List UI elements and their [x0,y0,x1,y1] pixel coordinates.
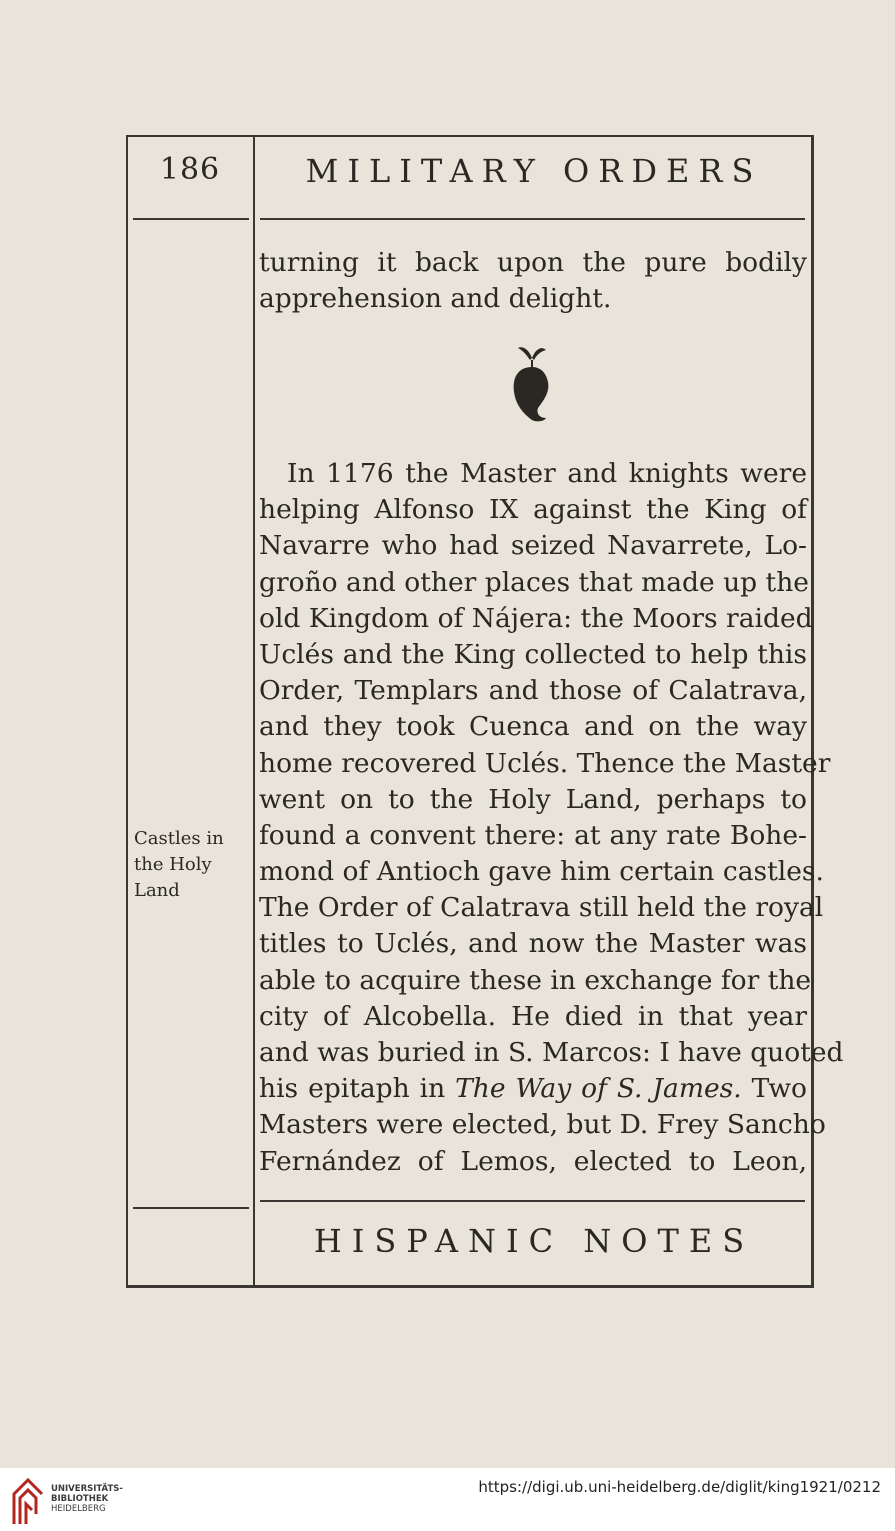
text-line: and they took Cuenca and on the way [259,711,807,743]
epitaph-prefix: his epitaph in [259,1073,456,1105]
margin-note [134,826,249,904]
page-number: 186 [159,152,221,187]
text-line: titles to Uclés, and now the Master was [259,928,807,960]
library-logo-icon[interactable] [8,1474,48,1526]
footer-title: HISPANIC NOTES [313,1222,755,1260]
text-line: groño and other places that made up the [259,566,809,598]
text-line: In 1176 the Master and knights were [287,458,807,489]
text-line: old Kingdom of Nájera: the Moors raided [259,602,813,634]
library-name-line: UNIVERSITÄTS- [51,1484,123,1494]
running-head: MILITARY ORDERS [305,152,763,190]
text-line: The Order of Calatrava still held the royal [259,892,824,924]
footer-rule-left [133,1207,249,1209]
epitaph-suffix: Two [741,1073,807,1105]
text-line: Masters were elected, but D. Frey Sancho [259,1109,826,1141]
text-line: helping Alfonso IX against the King of [259,494,807,526]
main-paragraph [259,456,844,1180]
text-line: apprehension and delight. [259,283,612,315]
footer-rule-right [260,1200,805,1202]
text-line: Uclés and the King collected to help this [259,638,807,670]
text-line-epitaph [259,1071,807,1107]
text-line: Order, Templars and those of Calatrava, [259,675,807,707]
text-line: mond of Antioch gave him certain castles. [259,856,824,888]
header-rule-right [260,218,805,220]
book-title: The Way of S. James. [455,1073,742,1105]
text-line: Navarre who had seized Navarrete, Lo- [259,530,807,562]
library-name-line: HEIDELBERG [51,1504,106,1514]
library-name [51,1484,123,1514]
margin-note-line: Castles in [134,828,224,849]
library-name-line: BIBLIOTHEK [51,1494,109,1504]
text-line: able to acquire these in exchange for the [259,964,812,996]
text-line: Fernández of Lemos, elected to Leon, [259,1145,807,1177]
text-line: turning it back upon the pure bodily [259,247,807,278]
text-line: home recovered Uclés. Thence the Master [259,747,831,779]
margin-divider [253,135,255,1288]
margin-note-line: the Holy [134,854,212,875]
text-line: city of Alcobella. He died in that year [259,1000,807,1032]
intro-text [259,245,807,317]
margin-note-line: Land [134,880,180,901]
text-line: and was buried in S. Marcos: I have quoted [259,1037,844,1068]
text-line: went on to the Holy Land, perhaps to [259,783,807,815]
text-line: found a convent there: at any rate Bohe- [259,819,807,851]
permalink-url[interactable]: https://digi.ub.uni-heidelberg.de/diglit/king1921/0212 [478,1478,881,1496]
header-rule-left [133,218,249,220]
pomegranate-ornament-icon [510,340,554,424]
